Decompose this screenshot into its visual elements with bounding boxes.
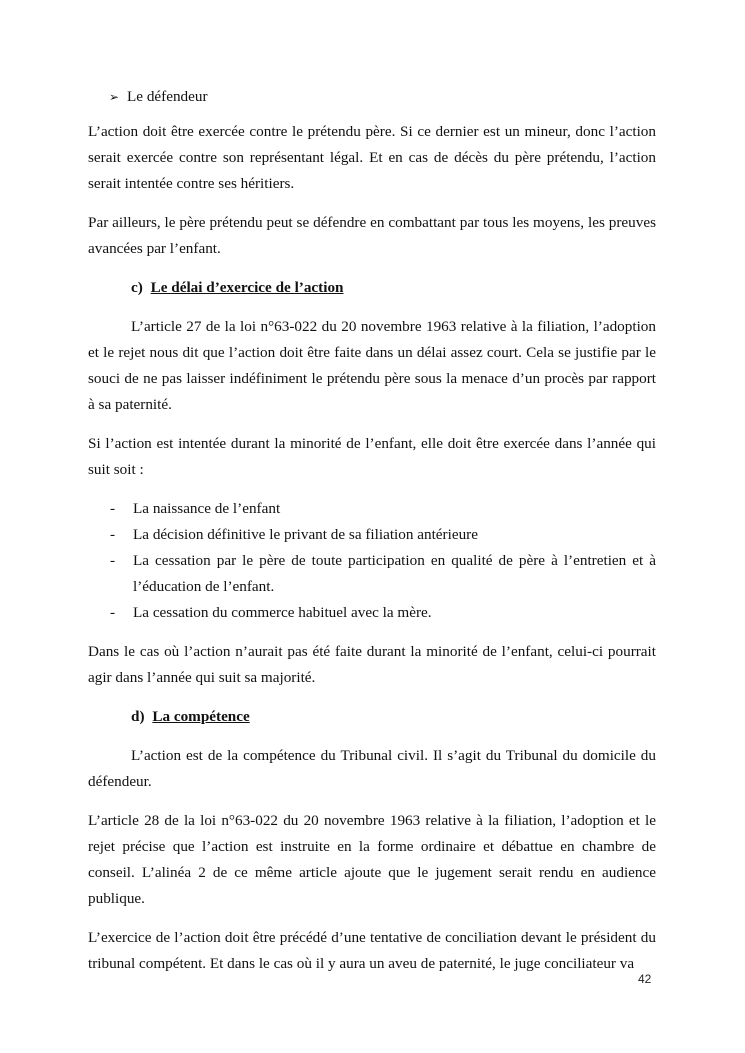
paragraph-6: L’action est de la compétence du Tribunal civil. Il s’agit du Tribunal du domicile du défendeur.	[88, 747, 656, 790]
paragraph-4: Si l’action est intentée durant la minorité de l’enfant, elle doit être exercée dans l’année qui suit soit :	[88, 435, 656, 478]
list-item: - La naissance de l’enfant	[88, 496, 656, 522]
paragraph-8: L’exercice de l’action doit être précédé d’une tentative de conciliation devant le président du tribunal compétent. Et dans le cas où il y aura un aveu de paternité, le juge conciliateur va	[88, 929, 656, 972]
paragraph-2: Par ailleurs, le père prétendu peut se défendre en combattant par tous les moyens, les preuves avancées par l’enfant.	[88, 214, 656, 257]
dash-marker: -	[110, 552, 116, 569]
list-item: - La décision définitive le privant de sa filiation antérieure	[88, 522, 656, 548]
dash-marker: -	[110, 604, 116, 621]
defendeur-heading	[109, 88, 656, 106]
list-item: - La cessation par le père de toute participation en qualité de père à l’entretien et à l’éducation de l’enfant.	[88, 548, 656, 600]
dash-marker: -	[110, 500, 116, 517]
paragraph-1: L’action doit être exercée contre le prétendu père. Si ce dernier est un mineur, donc l’action serait exercée contre son représentant légal. Et en cas de décès du père prétendu, l’action serait intentée contre ses héritiers.	[88, 123, 656, 192]
section-heading-c	[131, 275, 656, 301]
section-heading-c-label: Le délai d’exercice de l’action	[150, 279, 344, 296]
paragraph-3: L’article 27 de la loi n°63-022 du 20 novembre 1963 relative à la filiation, l’adoption et le rejet nous dit que l’action doit être faite dans un délai assez court. Cela se justifie par le souci de ne pas laisser indéfiniment le prétendu père sous la menace d’un procès par rapport à sa paternité.	[88, 318, 656, 413]
page-number: 42	[638, 972, 652, 986]
section-heading-d-label: La compétence	[152, 708, 250, 725]
arrow-bullet-icon: ➢	[109, 90, 120, 104]
section-heading-d	[131, 704, 656, 730]
section-heading-c-number: c)	[131, 279, 143, 296]
list-item: - La cessation du commerce habituel avec la mère.	[88, 600, 656, 626]
conditions-list	[88, 496, 656, 626]
document-page	[88, 88, 656, 977]
defendeur-heading-label: Le défendeur	[127, 88, 208, 105]
section-heading-d-number: d)	[131, 708, 145, 725]
dash-marker: -	[110, 526, 116, 543]
paragraph-7: L’article 28 de la loi n°63-022 du 20 novembre 1963 relative à la filiation, l’adoption et le rejet précise que l’action est instruite en la forme ordinaire et débattue en chambre de conseil. L’alinéa 2 de ce même article ajoute que le jugement serait rendu en audience publique.	[88, 812, 656, 907]
paragraph-5: Dans le cas où l’action n’aurait pas été faite durant la minorité de l’enfant, celui-ci pourrait agir dans l’année qui suit sa majorité.	[88, 643, 656, 686]
